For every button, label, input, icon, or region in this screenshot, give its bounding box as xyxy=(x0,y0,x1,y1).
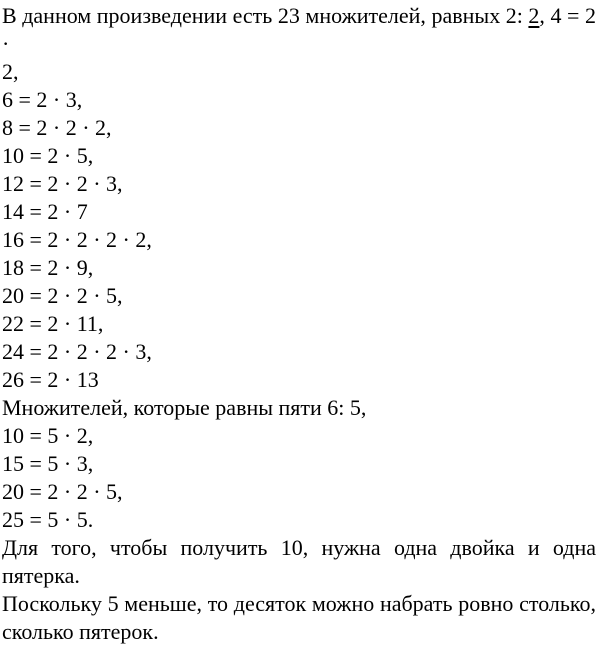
intro-line xyxy=(2,2,596,58)
factor-of-two-line: 24 = 2 · 2 · 2 · 3, xyxy=(2,339,152,364)
factor-of-two-line: 18 = 2 · 9, xyxy=(2,255,94,280)
conclusion-line: сколько пятерок. xyxy=(2,619,159,644)
factor-of-two-line: 16 = 2 · 2 · 2 · 2, xyxy=(2,227,152,252)
fives-heading-line: Множителей, которые равны пяти 6: 5, xyxy=(2,395,367,420)
factor-of-two-line: 14 = 2 · 7 xyxy=(2,199,88,224)
underlined-factor-two: 2 xyxy=(528,3,540,28)
factor-of-two-line: 10 = 2 · 5, xyxy=(2,143,94,168)
conclusion-line: Для того, чтобы получить 10, нужна одна двойка и одна пятерка. xyxy=(2,535,596,588)
factor-of-five-line: 25 = 5 · 5. xyxy=(2,507,94,532)
intro-wrapped-continuation: 2, xyxy=(2,59,19,84)
factor-of-five-line: 15 = 5 · 3, xyxy=(2,451,94,476)
factor-of-two-line: 20 = 2 · 2 · 5, xyxy=(2,283,123,308)
factor-of-five-line: 20 = 2 · 2 · 5, xyxy=(2,479,123,504)
factor-of-two-line: 26 = 2 · 13 xyxy=(2,367,99,392)
intro-text-after: , 4 = 2 · xyxy=(2,3,596,56)
conclusion-line: Поскольку 5 меньше, то десяток можно набрать ровно столько, xyxy=(2,591,596,616)
factor-of-two-line: 8 = 2 · 2 · 2, xyxy=(2,115,112,140)
factor-of-two-line: 6 = 2 · 3, xyxy=(2,87,83,112)
factor-of-two-line: 22 = 2 · 11, xyxy=(2,311,104,336)
factor-of-two-line: 12 = 2 · 2 · 3, xyxy=(2,171,123,196)
factor-of-five-line: 10 = 5 · 2, xyxy=(2,423,94,448)
intro-text-before: В данном произведении есть 23 множителей, равных 2: xyxy=(2,3,523,28)
